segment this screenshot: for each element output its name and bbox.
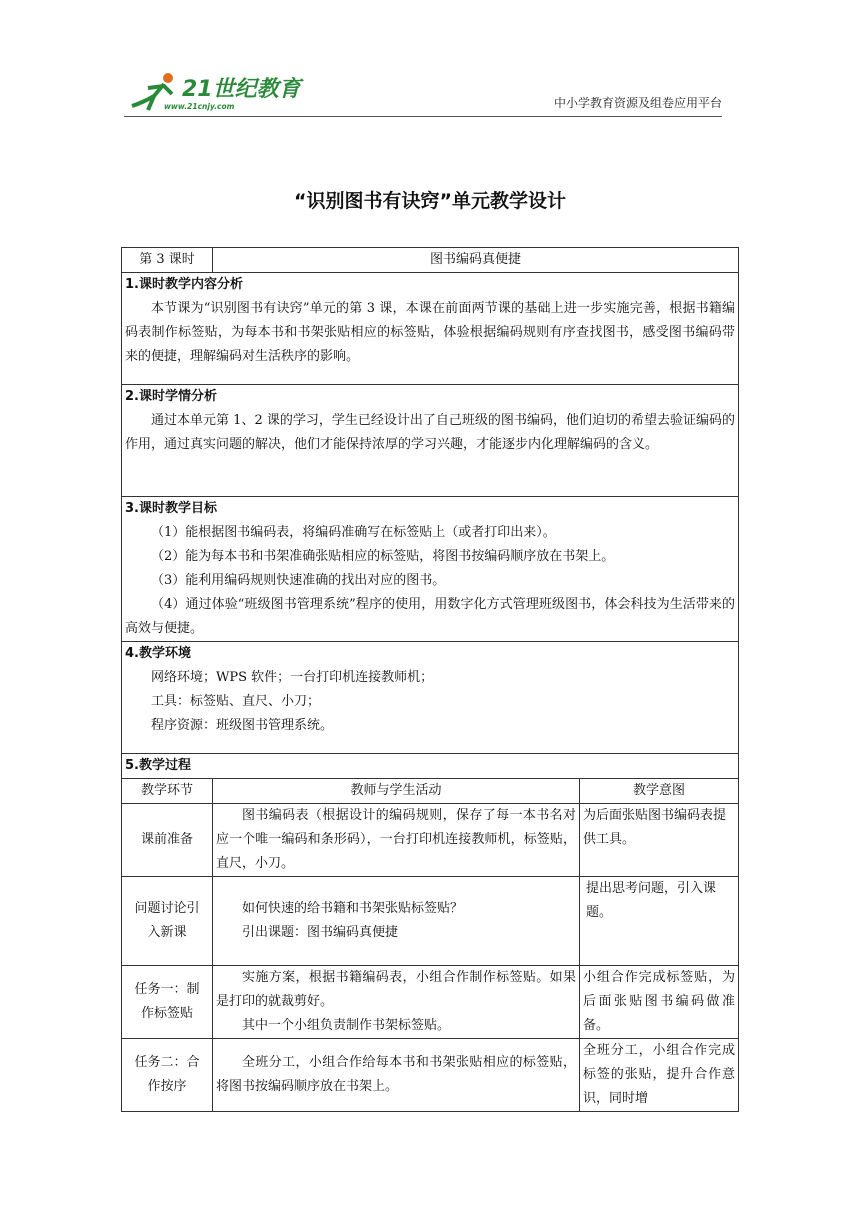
page-header: [124, 66, 722, 117]
column-header: 教学环节: [122, 779, 213, 804]
activity-text: 其中一个小组负责制作书架标签贴。: [242, 1018, 451, 1033]
objective-item: （1）能根据图书编码表，将编码准确写在标签贴上（或者打印出来）。: [151, 525, 556, 540]
section-content-analysis: [122, 273, 739, 385]
activity-cell: [213, 877, 580, 966]
logo-url: www.21cnjy.com: [164, 102, 235, 111]
section-title: 3.课时教学目标: [125, 501, 217, 516]
objective-item: （2）能为每本书和书架准确张贴相应的标签贴，将图书按编码顺序放在书架上。: [151, 549, 615, 564]
site-logo: [124, 66, 304, 114]
table-row: [122, 804, 739, 877]
objective-item: （3）能利用编码规则快速准确的找出对应的图书。: [151, 573, 446, 588]
section-title: 2.课时学情分析: [125, 389, 217, 404]
activity-text: 引出课题：图书编码真便捷: [242, 925, 399, 940]
table-row: [122, 966, 739, 1039]
lesson-number: 第 3 课时: [122, 248, 213, 273]
activity-text: 如何快速的给书籍和书架张贴标签贴？: [242, 901, 464, 916]
intent-cell: 小组合作完成标签贴，为后面张贴图书编码做准备。: [580, 966, 739, 1039]
table-row: [122, 877, 739, 966]
section-title: 5.教学过程: [125, 758, 191, 773]
intent-cell: 全班分工，小组合作完成标签的张贴，提升合作意识，同时增: [580, 1039, 739, 1112]
platform-label: 中小学教育资源及组卷应用平台: [553, 96, 722, 110]
process-header-row: [122, 779, 739, 804]
logo-text: 21世纪教育: [182, 77, 301, 102]
section-body: 本节课为“识别图书有诀窍”单元的第 3 课，本课在前面两节课的基础上进一步实施完善，根据书籍编码表制作标签贴，为每本书和书架张贴相应的标签贴，体验根据编码规则有序查找图书，感受图书编码带来的便捷，理解编码对生活秩序的影响。: [125, 301, 736, 364]
section-title: 4.教学环境: [125, 646, 191, 661]
activity-cell: [213, 804, 580, 877]
intent-cell: 提出思考问题，引入课题。: [580, 877, 739, 966]
stage-cell: 任务二：合作按序: [122, 1039, 213, 1112]
column-header: 教师与学生活动: [213, 779, 580, 804]
section-body: 通过本单元第 1、2 课的学习，学生已经设计出了自己班级的图书编码，他们迫切的希望去验证编码的作用，通过真实问题的解决，他们才能保持浓厚的学习兴趣，才能逐步内化理解编码的含义。: [125, 413, 736, 452]
objective-item: （4）通过体验“班级图书管理系统”程序的使用，用数字化方式管理班级图书，体会科技为生活带来的高效与便捷。: [125, 597, 736, 636]
section-process: [122, 754, 739, 779]
activity-cell: [213, 966, 580, 1039]
section-environment: [122, 642, 739, 754]
stage-cell: 任务一：制作标签贴: [122, 966, 213, 1039]
table-row: [122, 1039, 739, 1112]
activity-text: 全班分工，小组合作给每本书和书架张贴相应的标签贴，将图书按编码顺序放在书架上。: [216, 1055, 576, 1094]
environment-item: 工具：标签贴、直尺、小刀；: [151, 694, 321, 709]
intent-cell: 为后面张贴图书编码表提供工具。: [580, 804, 739, 877]
activity-text: 图书编码表（根据设计的编码规则，保存了每一本书名对应一个唯一编码和条形码），一台打印机连接教师机，标签贴，直尺，小刀。: [216, 808, 576, 871]
stage-cell: 问题讨论引入新课: [122, 877, 213, 966]
lesson-name: 图书编码真便捷: [213, 248, 739, 273]
column-header: 教学意图: [580, 779, 739, 804]
activity-cell: [213, 1039, 580, 1112]
section-student-analysis: [122, 385, 739, 497]
activity-text: 实施方案，根据书籍编码表，小组合作制作标签贴。如果是打印的就裁剪好。: [216, 970, 576, 1009]
lesson-design-table: [121, 247, 739, 1112]
stage-cell: 课前准备: [122, 804, 213, 877]
environment-item: 网络环境；WPS 软件；一台打印机连接教师机；: [151, 670, 434, 685]
document-title: “识别图书有诀窍”单元教学设计: [294, 190, 566, 212]
environment-item: 程序资源：班级图书管理系统。: [151, 718, 334, 733]
section-objectives: [122, 497, 739, 642]
section-title: 1.课时教学内容分析: [125, 277, 243, 292]
